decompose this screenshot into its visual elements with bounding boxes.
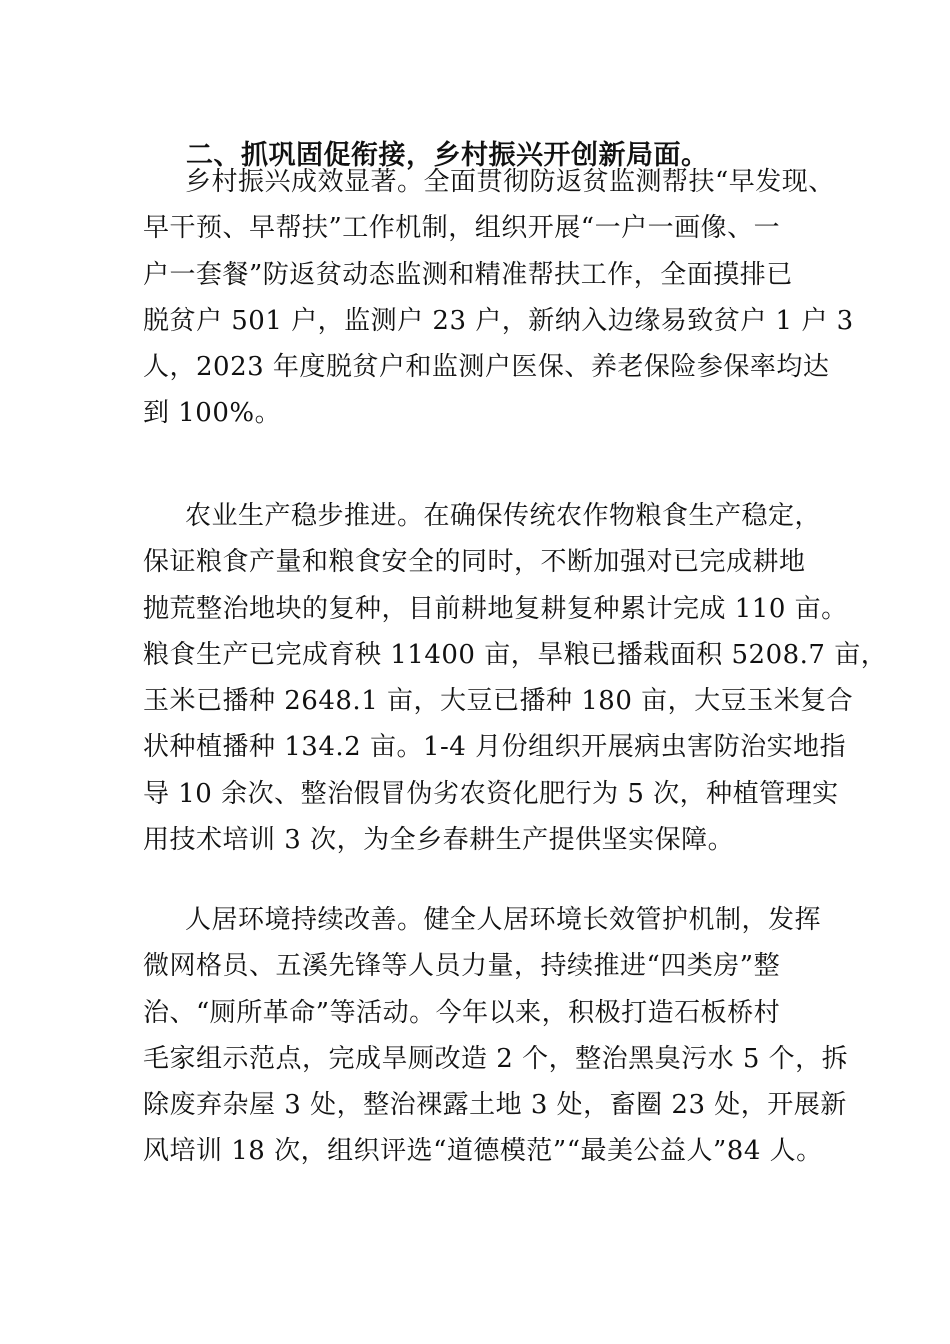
- paragraph-line: 微网格员、五溪先锋等人员力量，持续推进“四类房”整: [143, 951, 781, 982]
- paragraph-line: 用技术培训 3 次，为全乡春耕生产提供坚实保障。: [143, 825, 735, 856]
- paragraph-line: 户一套餐”防返贫动态监测和精准帮扶工作，全面摸排已: [143, 259, 793, 290]
- section-heading: 二、抓巩固促衔接，乡村振兴开创新局面。: [186, 140, 709, 171]
- paragraph-line: 人居环境持续改善。健全人居环境长效管护机制，发挥: [185, 905, 822, 935]
- paragraph-line: 抛荒整治地块的复种，目前耕地复耕复种累计完成 110 亩。: [143, 593, 848, 624]
- paragraph-line: 导 10 余次、整治假冒伪劣农资化肥行为 5 次，种植管理实: [143, 778, 839, 809]
- paragraph-line: 玉米已播种 2648.1 亩，大豆已播种 180 亩，大豆玉米复合: [143, 686, 854, 717]
- paragraph-line: 毛家组示范点，完成旱厕改造 2 个，整治黑臭污水 5 个，拆: [143, 1043, 849, 1074]
- paragraph-agricultural-production: [143, 493, 888, 863]
- paragraph-line: 粮食生产已完成育秧 11400 亩，旱粮已播栽面积 5208.7 亩，: [143, 639, 888, 670]
- paragraph-line: 状种植播种 134.2 亩。1-4 月份组织开展病虫害防治实地指: [143, 732, 847, 763]
- paragraph-line: 早干预、早帮扶”工作机制，组织开展“一户一画像、一: [143, 213, 781, 244]
- paragraph-line: 除废弃杂屋 3 处，整治裸露土地 3 处，畜圈 23 处，开展新: [143, 1090, 847, 1121]
- paragraph-line: 脱贫户 501 户，监测户 23 户，新纳入边缘易致贫户 1 户 3: [143, 305, 854, 336]
- paragraph-line: 保证粮食产量和粮食安全的同时，不断加强对已完成耕地: [143, 547, 806, 578]
- paragraph-line: 人，2023 年度脱贫户和监测户医保、养老保险参保率均达: [143, 352, 830, 383]
- paragraph-line: 风培训 18 次，组织评选“道德模范”“最美公益人”84 人。: [143, 1136, 823, 1167]
- paragraph-line: 治、“厕所革命”等活动。今年以来，积极打造石板桥村: [143, 997, 781, 1028]
- paragraph-living-environment: [143, 897, 849, 1175]
- paragraph-rural-revitalization: [143, 159, 854, 437]
- paragraph-line: 到 100%。: [143, 398, 282, 429]
- paragraph-line: 乡村振兴成效显著。全面贯彻防返贫监测帮扶“早发现、: [185, 167, 835, 197]
- paragraph-line: 农业生产稳步推进。在确保传统农作物粮食生产稳定，: [185, 501, 822, 531]
